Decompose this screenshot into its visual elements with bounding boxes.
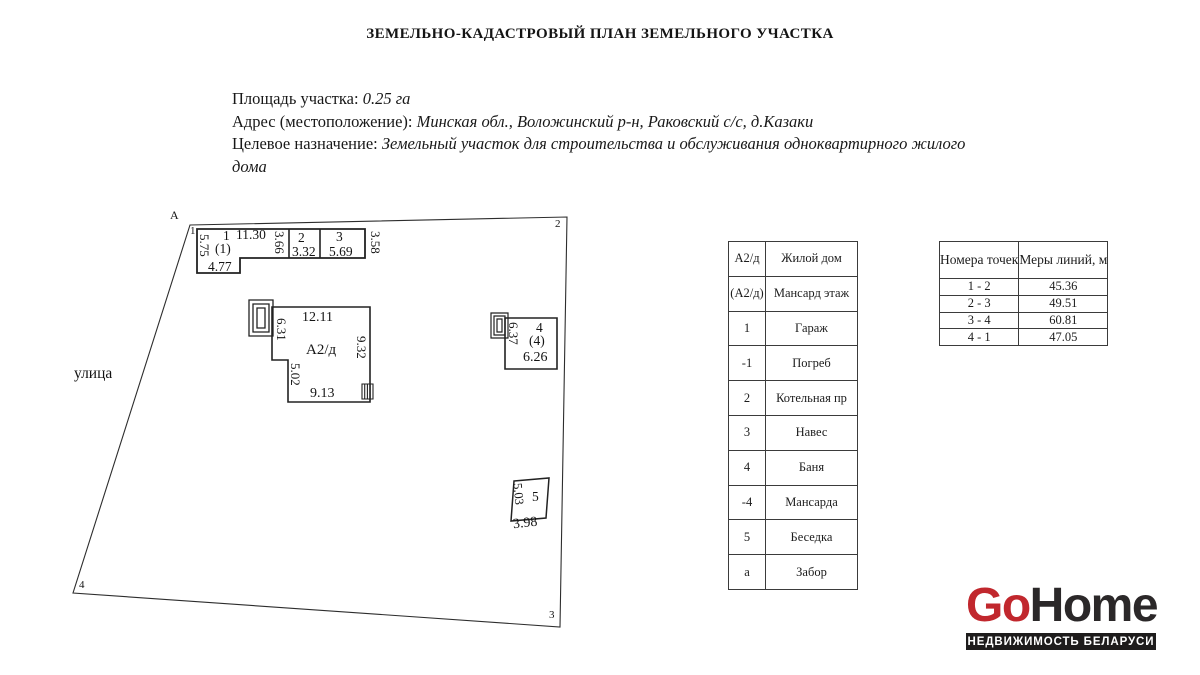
legend-row bbox=[729, 346, 858, 381]
legend-code: -4 bbox=[729, 485, 766, 520]
legend-code: 3 bbox=[729, 415, 766, 450]
legend-name: Гараж bbox=[766, 311, 858, 346]
legend-row bbox=[729, 242, 858, 277]
address-value: Минская обл., Воложинский р-н, Раковский с/с, д.Казаки bbox=[416, 111, 814, 131]
points-row bbox=[940, 329, 1108, 346]
building-number-5: 5 bbox=[532, 489, 539, 504]
legend-code: А2/д bbox=[729, 242, 766, 277]
legend-row bbox=[729, 381, 858, 416]
dim-label-5-03: 5.03 bbox=[510, 482, 527, 506]
dim-label-3-98: 3.98 bbox=[512, 514, 539, 533]
house-step-hatch bbox=[362, 384, 373, 399]
points-row bbox=[940, 279, 1108, 296]
dim-label-6-31: 6.31 bbox=[274, 318, 289, 341]
legend-code: (А2/д) bbox=[729, 276, 766, 311]
legend-code: а bbox=[729, 555, 766, 590]
legend-name: Навес bbox=[766, 415, 858, 450]
legend-code: 2 bbox=[729, 381, 766, 416]
logo-tagline: НЕДВИЖИМОСТЬ БЕЛАРУСИ bbox=[966, 633, 1156, 650]
legend-code: 5 bbox=[729, 520, 766, 555]
area-value: 0.25 га bbox=[362, 89, 411, 108]
points-length: 60.81 bbox=[1019, 312, 1108, 329]
points-col1-header: Номера точек bbox=[940, 242, 1019, 279]
points-length: 45.36 bbox=[1019, 279, 1108, 296]
points-table bbox=[939, 241, 1108, 346]
building-number-1-sub: (1) bbox=[215, 241, 231, 256]
legend-name: Котельная пр bbox=[766, 381, 858, 416]
legend-name: Беседка bbox=[766, 520, 858, 555]
legend-name: Забор bbox=[766, 555, 858, 590]
legend-code: 1 bbox=[729, 311, 766, 346]
dim-label-9-32: 9.32 bbox=[354, 336, 369, 359]
dim-label-6-37: 6.37 bbox=[506, 322, 521, 345]
legend-table bbox=[728, 241, 858, 590]
street-label: улица bbox=[74, 365, 113, 382]
points-pair: 2 - 3 bbox=[940, 295, 1019, 312]
dim-label-3-66: 3.66 bbox=[272, 231, 287, 254]
legend-row bbox=[729, 276, 858, 311]
purpose-value: Земельный участок для строительства и обслуживания одноквартирного жилого дома bbox=[232, 134, 966, 176]
building-number-4: 4 bbox=[536, 320, 543, 335]
logo-text bbox=[966, 579, 1158, 632]
building-number-1: 1 bbox=[223, 228, 230, 243]
legend-name: Жилой дом bbox=[766, 242, 858, 277]
points-length: 47.05 bbox=[1019, 329, 1108, 346]
points-pair: 4 - 1 bbox=[940, 329, 1019, 346]
corner-label-2: 2 bbox=[555, 218, 561, 230]
dim-label-4-77: 4.77 bbox=[208, 259, 232, 274]
legend-name: Мансарда bbox=[766, 485, 858, 520]
points-header-row bbox=[940, 242, 1108, 279]
points-pair: 1 - 2 bbox=[940, 279, 1019, 296]
plot-boundary bbox=[73, 217, 567, 627]
dim-label-3-32: 3.32 bbox=[292, 244, 316, 259]
dim-label-5-02: 5.02 bbox=[288, 363, 303, 386]
logo-go: Go bbox=[966, 579, 1030, 632]
legend-row bbox=[729, 450, 858, 485]
dim-label-9-13: 9.13 bbox=[310, 386, 335, 401]
gohome-logo bbox=[966, 579, 1158, 650]
corner-label-a: А bbox=[170, 208, 179, 222]
points-length: 49.51 bbox=[1019, 295, 1108, 312]
house-porch-hatch bbox=[249, 300, 273, 336]
legend-name: Погреб bbox=[766, 346, 858, 381]
dim-label-5-69: 5.69 bbox=[329, 244, 353, 259]
corner-label-1: 1 bbox=[190, 225, 196, 237]
logo-home: Home bbox=[1029, 579, 1158, 632]
legend-row bbox=[729, 555, 858, 590]
legend-row bbox=[729, 415, 858, 450]
points-row bbox=[940, 312, 1108, 329]
legend-code: -1 bbox=[729, 346, 766, 381]
legend-row bbox=[729, 311, 858, 346]
legend-row bbox=[729, 520, 858, 555]
dim-label-11-30: 11.30 bbox=[236, 227, 266, 242]
legend-name: Мансард этаж bbox=[766, 276, 858, 311]
address-label: Адрес (местоположение): bbox=[232, 111, 413, 131]
legend-name: Баня bbox=[766, 450, 858, 485]
points-col2-header: Меры линий, м bbox=[1019, 242, 1108, 279]
building-number-2: 2 bbox=[298, 230, 305, 245]
area-label: Площадь участка: bbox=[232, 89, 359, 108]
building-number-3: 3 bbox=[336, 229, 343, 244]
points-pair: 3 - 4 bbox=[940, 312, 1019, 329]
purpose-label: Целевое назначение: bbox=[232, 134, 378, 153]
corner-label-3: 3 bbox=[549, 609, 555, 621]
legend-code: 4 bbox=[729, 450, 766, 485]
dim-label-12-11: 12.11 bbox=[302, 310, 333, 325]
building-number-4-sub: (4) bbox=[529, 333, 545, 348]
page-title: ЗЕМЕЛЬНО-КАДАСТРОВЫЙ ПЛАН ЗЕМЕЛЬНОГО УЧАСТКА bbox=[366, 26, 834, 42]
dim-label-5-75: 5.75 bbox=[197, 234, 212, 257]
dim-label-3-58: 3.58 bbox=[368, 231, 383, 254]
dim-label-6-26: 6.26 bbox=[523, 350, 548, 365]
legend-row bbox=[729, 485, 858, 520]
points-row bbox=[940, 295, 1108, 312]
corner-label-4: 4 bbox=[79, 579, 85, 591]
house-code-label: А2/д bbox=[306, 342, 337, 358]
